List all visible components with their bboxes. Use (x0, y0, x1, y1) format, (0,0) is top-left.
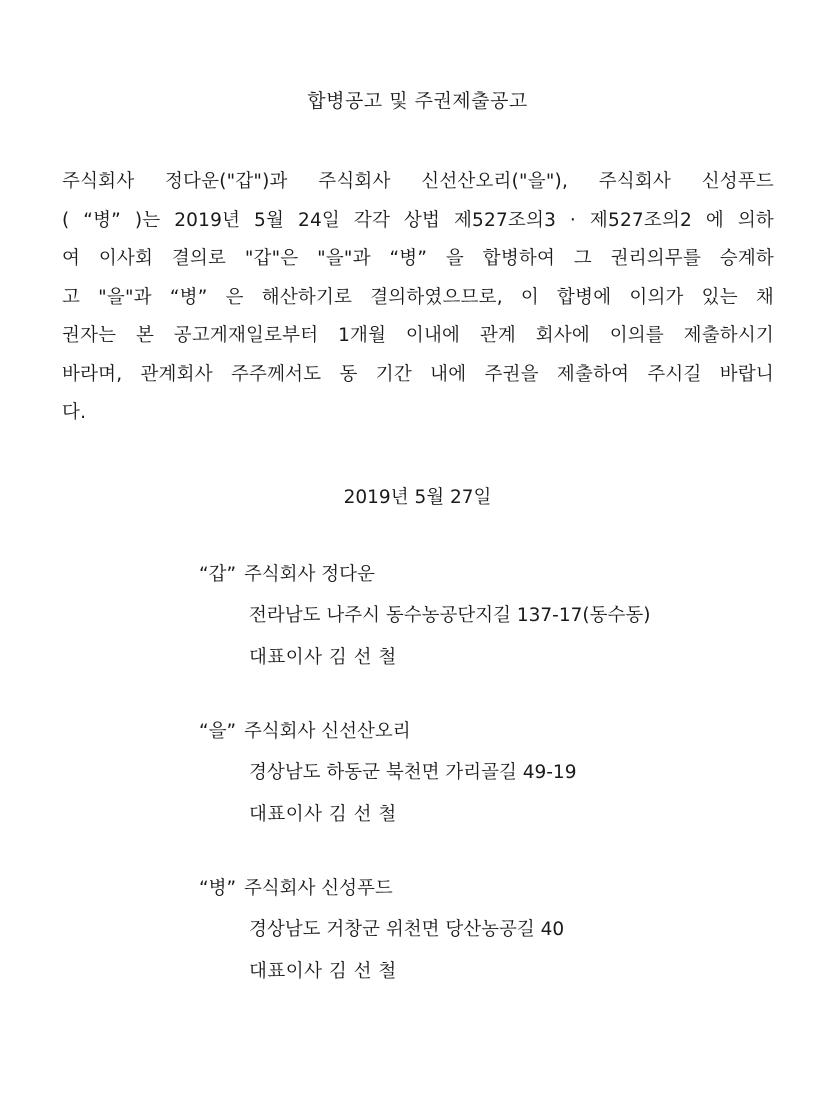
party-block-eul (199, 720, 759, 827)
party-tag: “갑” (199, 564, 237, 585)
party-address: 경상남도 거창군 위천면 당산농공길 40 (249, 919, 565, 940)
party-block-gap (199, 563, 759, 670)
party-company-name: 주식회사 정다운 (243, 564, 375, 585)
party-heading (199, 877, 759, 901)
party-company-name: 주식회사 신선산오리 (243, 721, 411, 742)
body-line: 바라며, 관계회사 주주께서도 동 기간 내에 주권을 제출하여 주시길 바랍니 (62, 363, 774, 385)
body-line: 권자는 본 공고게재일로부터 1개월 이내에 관계 회사에 이의를 제출하시기 (62, 325, 774, 346)
party-address: 전라남도 나주시 동수농공단지길 137-17(동수동) (249, 605, 651, 626)
party-representative: 대표이사 김 선 철 (249, 804, 397, 825)
notice-body (62, 163, 774, 433)
body-line: 주식회사 정다운("갑")과 주식회사 신선산오리("을"), 주식회사 신성푸드 (62, 171, 774, 192)
party-block-byeong (199, 877, 759, 984)
party-representative: 대표이사 김 선 철 (249, 647, 397, 668)
party-address: 경상남도 하동군 북천면 가리골길 49-19 (249, 762, 577, 783)
document-title: 합병공고 및 주권제출공고 (307, 90, 528, 112)
body-line: 고 "을"과 “병” 은 해산하기로 결의하였으므로, 이 합병에 이의가 있는 채 (62, 286, 774, 308)
party-tag: “병” (199, 878, 237, 899)
party-company-name: 주식회사 신성푸드 (243, 878, 393, 899)
party-representative: 대표이사 김 선 철 (249, 961, 397, 982)
body-line: ( “병” )는 2019년 5월 24일 각각 상법 제527조의3 · 제527조의2 에 의하 (62, 209, 774, 231)
party-tag: “을” (199, 721, 237, 742)
body-line: 다. (62, 402, 87, 423)
party-heading (199, 720, 759, 744)
party-heading (199, 563, 759, 587)
body-line: 여 이사회 결의로 "갑"은 "을"과 “병” 을 합병하여 그 권리의무를 승계하 (62, 248, 774, 269)
notice-date: 2019년 5월 27일 (343, 487, 492, 508)
